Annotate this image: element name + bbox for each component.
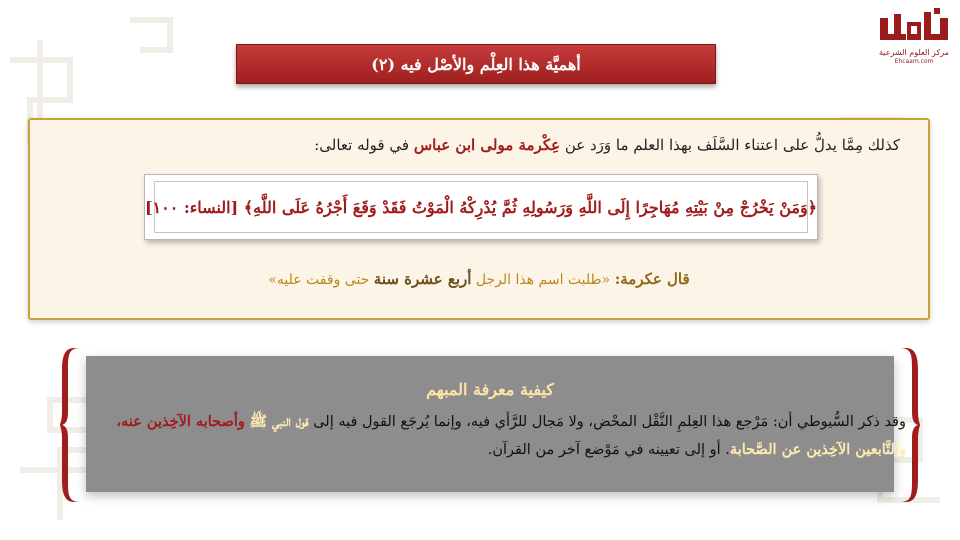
slide-title: أهميَّة هذا العِلْم والأصْل فيه (٢) xyxy=(236,44,716,84)
section-part2: . أو إلى تعيينه في مَوْضع آخر من القرآن. xyxy=(487,442,730,458)
section-highlight-prophet: قول النبي ﷺ xyxy=(249,413,309,430)
ikrima-quote xyxy=(30,270,928,288)
intro-name: عِكْرمة مولى ابن عباس xyxy=(413,136,561,154)
verse-inner-frame xyxy=(144,181,818,233)
quote-part2: حتى وقفت عليه» xyxy=(268,272,370,288)
intro-part1: كذلك مِمَّا يدلُّ على اعتناء السَّلَف بهذا العلم ما وَرَد عن xyxy=(564,136,900,154)
section-highlight-successors: والتَّابعين الآخِذين عن الصَّحابة xyxy=(729,441,906,458)
quote-part1: «طلبت اسم هذا الرجل xyxy=(475,272,611,288)
verse-text: ﴿وَمَنْ يَخْرُجْ مِنْ بَيْتِهِ مُهَاجِرًا إِلَى اللَّهِ وَرَسُولِهِ ثُمَّ يُدْرِكْهُ الْمَوْتُ فَقَدْ وَقَعَ أَجْرُهُ عَلَى اللَّهِ﴾ xyxy=(243,197,818,217)
logo-subtitle: مركز العلوم الشرعية xyxy=(879,48,949,57)
section-title: كيفية معرفة المبهم xyxy=(426,380,554,399)
intro-text xyxy=(60,136,900,154)
logo-icon xyxy=(874,4,954,48)
intro-part2: في قوله تعالى: xyxy=(314,136,410,154)
brand-logo xyxy=(874,4,954,66)
verse-reference: [النساء: ١٠٠] xyxy=(144,197,239,217)
quote-highlight: أربع عشرة سنة xyxy=(373,270,472,288)
method-section xyxy=(86,356,906,492)
evidence-card xyxy=(28,118,930,320)
section-body xyxy=(66,408,906,464)
logo-tagline: Ehcaam.com xyxy=(894,58,934,65)
section-part1: وقد ذكر السُّيوطي أن: مَرْجع هذا العِلمِ النَّقْل المحْض، ولا مَجال للرَّأي فيه، وإنما يُرجَع القول فيه إلى xyxy=(313,414,906,430)
section-highlight-companions: وأصحابه الآخِذين عنه، xyxy=(116,413,245,430)
verse-box xyxy=(144,174,818,240)
quote-speaker: قال عكرمة: xyxy=(614,270,690,288)
